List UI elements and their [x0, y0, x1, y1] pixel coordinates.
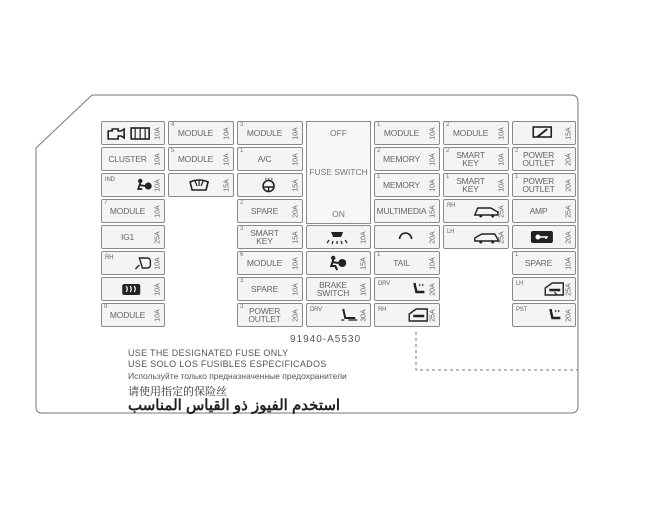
fuse-rh[interactable]	[101, 251, 165, 275]
fuse-number: 1	[240, 148, 244, 154]
fuse-heated-steering-icon[interactable]	[237, 173, 303, 197]
fuse-drv[interactable]	[306, 303, 371, 327]
fuse-rating	[564, 278, 574, 300]
note-english: USE THE DESIGNATED FUSE ONLY	[128, 348, 289, 358]
fuse-rating-text: 15A	[292, 230, 300, 244]
fuse-brake-switch[interactable]	[306, 277, 371, 301]
fuse-rating	[359, 252, 369, 274]
fuse-label: DRV	[378, 281, 390, 287]
fuse-switch-label: FUSE SWITCH	[309, 167, 368, 177]
fuse-rating-text: 10A	[498, 178, 506, 192]
fuse-rating	[564, 252, 574, 274]
fuse-rating-text: 25A	[154, 230, 162, 244]
fuse-rating	[428, 200, 438, 222]
fuse-rating-text: 10A	[154, 126, 162, 140]
fuse-rating-text: 15A	[223, 178, 231, 192]
fuse-rating	[291, 200, 301, 222]
fuse-rating	[428, 304, 438, 326]
fuse-rating-text: 20A	[429, 230, 437, 244]
fuse-door-lock-icon[interactable]	[512, 225, 576, 249]
fuse-module-8[interactable]	[101, 303, 165, 327]
fuse-lh[interactable]	[512, 277, 576, 301]
fuse-a-c-1[interactable]	[237, 147, 303, 171]
fuse-number: 1	[515, 174, 519, 180]
fuse-rating-text: 20A	[292, 308, 300, 322]
fuse-engine-warning-icon[interactable]	[101, 121, 165, 145]
fuse-label: MODULE	[246, 128, 283, 138]
fuse-rating	[497, 148, 507, 170]
fuse-module-6[interactable]	[237, 251, 303, 275]
fuse-airbag-icon[interactable]	[306, 251, 371, 275]
fuse-rating-text: 25A	[565, 204, 573, 218]
fuse-label: AMP	[529, 206, 548, 216]
part-number: 91940-A5530	[290, 334, 362, 345]
fuse-rating-text: 10A	[154, 308, 162, 322]
fuse-number: 5	[171, 148, 175, 154]
fuse-rating	[291, 148, 301, 170]
fuse-rating-text: 20A	[565, 230, 573, 244]
fuse-rating	[359, 226, 369, 248]
fuse-ig1[interactable]	[101, 225, 165, 249]
fuse-power-outlet-3[interactable]	[237, 303, 303, 327]
fuse-rh[interactable]	[374, 303, 440, 327]
fuse-rating	[153, 174, 163, 196]
fuse-rating	[428, 278, 438, 300]
fuse-rear-wiper-icon[interactable]	[512, 121, 576, 145]
fuse-rating-text: 25A	[498, 230, 506, 244]
fuse-power-outlet-1[interactable]	[512, 173, 576, 197]
fuse-cluster[interactable]	[101, 147, 165, 171]
fuse-rating-text: 15A	[292, 178, 300, 192]
fuse-number: 1	[377, 252, 381, 258]
fuse-number: 2	[446, 148, 450, 154]
note-arabic: استخدم الفيوز ذو القياس المناسب	[128, 397, 341, 414]
fuse-label: TAIL	[393, 258, 410, 268]
fuse-rating-text: 10A	[498, 152, 506, 166]
fuse-rating-text: 15A	[565, 126, 573, 140]
fuse-rating	[428, 226, 438, 248]
note-chinese: 请使用指定的保险丝	[128, 386, 227, 398]
fuse-rating-text: 10A	[429, 126, 437, 140]
note-spanish: USE SOLO LOS FUSIBLES ESPECIFICADOS	[128, 359, 327, 369]
fuse-label: MODULE	[109, 310, 146, 320]
fuse-rating-text: 20A	[565, 178, 573, 192]
fuse-number: 2	[515, 148, 519, 154]
fuse-rating-text: 10A	[360, 282, 368, 296]
fuse-label: MEMORY	[383, 154, 420, 164]
fuse-rating-text: 20A	[292, 204, 300, 218]
fuse-pst[interactable]	[512, 303, 576, 327]
fuse-rating-text: 25A	[498, 204, 506, 218]
fuse-label: SMART KEY	[456, 176, 485, 194]
fuse-smart-key-2[interactable]	[443, 147, 509, 171]
fuse-rating-text: 10A	[223, 152, 231, 166]
fuse-rating	[564, 304, 574, 326]
fuse-rating	[222, 122, 232, 144]
fuse-module-5[interactable]	[168, 147, 234, 171]
fuse-label: LH	[447, 229, 455, 235]
fuse-rating-text: 10A	[154, 204, 162, 218]
fuse-rating	[428, 174, 438, 196]
fuse-rating	[564, 148, 574, 170]
fuse-label: A/C	[257, 154, 272, 164]
fuse-number: 2	[377, 148, 381, 154]
fuse-label: MODULE	[177, 154, 214, 164]
fuse-rating	[291, 174, 301, 196]
fuse-rating-text: 20A	[565, 308, 573, 322]
fuse-rating-text: 20A	[565, 152, 573, 166]
fuse-number: 1	[515, 252, 519, 258]
fuse-rating-text: 10A	[223, 126, 231, 140]
fuse-switch-off-label: OFF	[330, 128, 347, 138]
fuse-multimedia[interactable]	[374, 199, 440, 223]
fuse-rating	[222, 148, 232, 170]
fuse-label: RH	[447, 203, 456, 209]
fuse-rating	[291, 226, 301, 248]
fuse-number: 4	[171, 122, 175, 128]
fuse-rating	[291, 278, 301, 300]
fuse-number: 2	[240, 200, 244, 206]
fuse-label: PST	[516, 307, 528, 313]
fuse-label: SPARE	[524, 258, 553, 268]
fuse-rating	[497, 174, 507, 196]
fuse-label: IND	[105, 177, 115, 183]
fuse-rating-text: 30A	[360, 308, 368, 322]
fuse-rating	[291, 122, 301, 144]
fuse-label: RH	[105, 255, 114, 261]
fuse-rating	[564, 174, 574, 196]
fuse-rating-text: 10A	[565, 256, 573, 270]
fuse-switch[interactable]	[306, 121, 371, 224]
fuse-rating-text: 10A	[429, 152, 437, 166]
fuse-label: RH	[378, 307, 387, 313]
fuse-rating	[564, 226, 574, 248]
fuse-rating-text: 10A	[429, 178, 437, 192]
fuse-number: 3	[240, 304, 244, 310]
fuse-label: MODULE	[246, 258, 283, 268]
fuse-rating	[291, 252, 301, 274]
fuse-amp[interactable]	[512, 199, 576, 223]
fuse-rating	[153, 148, 163, 170]
fuse-lh[interactable]	[443, 225, 509, 249]
fuse-washer-icon[interactable]	[168, 173, 234, 197]
fuse-module-2[interactable]	[443, 121, 509, 145]
fuse-rating	[359, 278, 369, 300]
fuse-label: POWER OUTLET	[248, 306, 281, 324]
fuse-smart-key-1[interactable]	[443, 173, 509, 197]
fuse-rating	[428, 252, 438, 274]
fuse-rating	[497, 226, 507, 248]
note-russian: Используйте только предназначенные предохранители	[128, 371, 347, 381]
fuse-sunroof-icon[interactable]	[374, 225, 440, 249]
fuse-label: IG1	[120, 232, 135, 242]
fuse-label: BRAKE SWITCH	[316, 280, 350, 298]
fuse-ind[interactable]	[101, 173, 165, 197]
fuse-label: SMART KEY	[250, 228, 279, 246]
fuse-number: 7	[104, 200, 108, 206]
fuse-rh[interactable]	[443, 199, 509, 223]
fuse-module-1[interactable]	[374, 121, 440, 145]
fuse-label: DRV	[310, 307, 322, 313]
fuse-label: SMART KEY	[456, 150, 485, 168]
fuse-rating-text: 10A	[292, 256, 300, 270]
fuse-power-outlet-2[interactable]	[512, 147, 576, 171]
fuse-module-3[interactable]	[237, 121, 303, 145]
fuse-label: POWER OUTLET	[522, 176, 555, 194]
fuse-number: 1	[377, 122, 381, 128]
fuse-rating-text: 10A	[498, 126, 506, 140]
fuse-label: MODULE	[452, 128, 489, 138]
fuse-module-7[interactable]	[101, 199, 165, 223]
fuse-rating	[153, 304, 163, 326]
fuse-number: 1	[446, 174, 450, 180]
fuse-rating-text: 15A	[360, 256, 368, 270]
fuse-number: 6	[240, 252, 244, 258]
fuse-number: 3	[240, 226, 244, 232]
fuse-label: MULTIMEDIA	[376, 206, 427, 216]
fuse-rating-text: 25A	[565, 282, 573, 296]
fuse-rating-text: 10A	[360, 230, 368, 244]
fuse-spare-1[interactable]	[512, 251, 576, 275]
fuse-switch-on-label: ON	[332, 209, 345, 219]
fuse-label: CLUSTER	[108, 154, 147, 164]
fuse-label: POWER OUTLET	[522, 150, 555, 168]
fuse-number: 8	[104, 304, 108, 310]
fuse-rating	[428, 148, 438, 170]
fuse-rating	[291, 304, 301, 326]
fuse-label: LH	[516, 281, 524, 287]
fuse-smart-key-3[interactable]	[237, 225, 303, 249]
fuse-rating	[564, 200, 574, 222]
fuse-memory-1[interactable]	[374, 173, 440, 197]
fuse-number: 3	[240, 122, 244, 128]
fuse-rating-text: 10A	[154, 256, 162, 270]
fuse-rating-text: 10A	[154, 178, 162, 192]
fuse-spare-3[interactable]	[237, 277, 303, 301]
fuse-rear-defog-icon[interactable]	[101, 277, 165, 301]
fuse-spare-2[interactable]	[237, 199, 303, 223]
fuse-label: MODULE	[177, 128, 214, 138]
fuse-rating	[153, 278, 163, 300]
fuse-number: 1	[377, 174, 381, 180]
fuse-label: SPARE	[250, 284, 279, 294]
fuse-rating-text: 10A	[292, 152, 300, 166]
fuse-label: MODULE	[383, 128, 420, 138]
fuse-rating	[564, 122, 574, 144]
fuse-rating-text: 10A	[429, 256, 437, 270]
fuse-rating	[153, 122, 163, 144]
fuse-rating-text: 10A	[154, 152, 162, 166]
fuse-rating-text: 25A	[429, 308, 437, 322]
fuse-drv[interactable]	[374, 277, 440, 301]
fuse-rating	[497, 122, 507, 144]
fuse-memory-2[interactable]	[374, 147, 440, 171]
fuse-rating-text: 10A	[292, 282, 300, 296]
fuse-rating	[153, 252, 163, 274]
fuse-number: 3	[240, 278, 244, 284]
fuse-label: MODULE	[109, 206, 146, 216]
fuse-rating	[222, 174, 232, 196]
fuse-rating-text: 10A	[292, 126, 300, 140]
fuse-label: MEMORY	[383, 180, 420, 190]
fuse-room-lamp-icon[interactable]	[306, 225, 371, 249]
fuse-rating	[497, 200, 507, 222]
fuse-rating	[428, 122, 438, 144]
fuse-rating	[153, 200, 163, 222]
fuse-tail-1[interactable]	[374, 251, 440, 275]
fuse-rating	[359, 304, 369, 326]
fuse-rating	[153, 226, 163, 248]
fuse-number: 2	[446, 122, 450, 128]
fuse-rating-text: 10A	[154, 282, 162, 296]
fuse-module-4[interactable]	[168, 121, 234, 145]
fuse-rating-text: 20A	[429, 282, 437, 296]
fuse-label: SPARE	[250, 206, 279, 216]
fuse-rating-text: 15A	[429, 204, 437, 218]
